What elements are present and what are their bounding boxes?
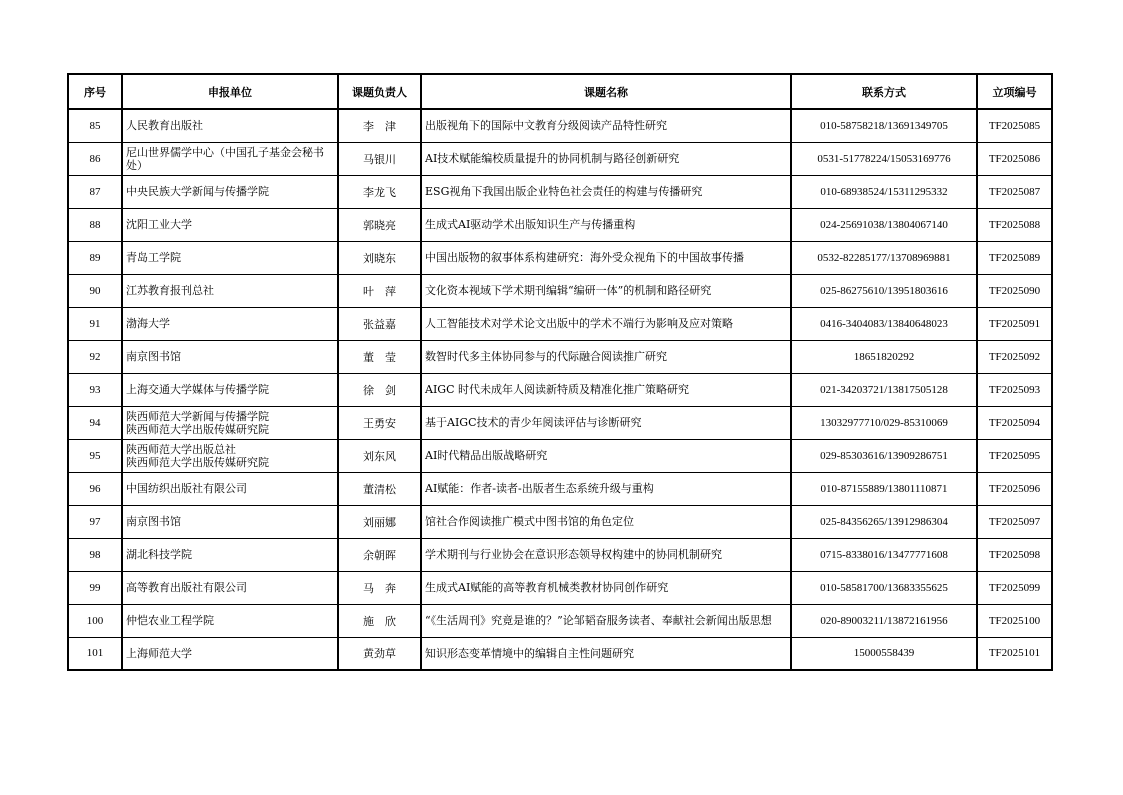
cell-lead: 黄劲草 (338, 637, 421, 670)
cell-contact: 15000558439 (791, 637, 977, 670)
project-table (67, 73, 1053, 671)
cell-no: 91 (68, 307, 122, 340)
cell-title: 人工智能技术对学术论文出版中的学术不端行为影响及应对策略 (421, 307, 791, 340)
cell-title: 中国出版物的叙事体系构建研究：海外受众视角下的中国故事传播 (421, 241, 791, 274)
cell-no: 94 (68, 406, 122, 439)
cell-contact: 13032977710/029-85310069 (791, 406, 977, 439)
cell-no: 92 (68, 340, 122, 373)
table-row (68, 109, 1052, 142)
cell-code: TF2025091 (977, 307, 1052, 340)
cell-unit: 人民教育出版社 (122, 109, 338, 142)
cell-no: 90 (68, 274, 122, 307)
cell-title: 出版视角下的国际中文教育分级阅读产品特性研究 (421, 109, 791, 142)
cell-lead: 李龙飞 (338, 175, 421, 208)
cell-title: AI赋能：作者-读者-出版者生态系统升级与重构 (421, 472, 791, 505)
cell-unit: 高等教育出版社有限公司 (122, 571, 338, 604)
cell-title: 数智时代多主体协同参与的代际融合阅读推广研究 (421, 340, 791, 373)
cell-code: TF2025098 (977, 538, 1052, 571)
cell-title: 生成式AI驱动学术出版知识生产与传播重构 (421, 208, 791, 241)
cell-code: TF2025089 (977, 241, 1052, 274)
cell-unit: 陕西师范大学出版总社 陕西师范大学出版传媒研究院 (122, 439, 338, 472)
table-body (68, 109, 1052, 670)
table-row (68, 439, 1052, 472)
cell-no: 86 (68, 142, 122, 175)
table-row (68, 472, 1052, 505)
cell-title: AI时代精品出版战略研究 (421, 439, 791, 472)
header-no: 序号 (68, 74, 122, 109)
cell-contact: 010-87155889/13801110871 (791, 472, 977, 505)
cell-contact: 0532-82285177/13708969881 (791, 241, 977, 274)
cell-code: TF2025090 (977, 274, 1052, 307)
table-row (68, 340, 1052, 373)
cell-unit: 中央民族大学新闻与传播学院 (122, 175, 338, 208)
cell-contact: 021-34203721/13817505128 (791, 373, 977, 406)
cell-lead: 刘东风 (338, 439, 421, 472)
cell-no: 101 (68, 637, 122, 670)
cell-code: TF2025100 (977, 604, 1052, 637)
cell-unit: 南京图书馆 (122, 340, 338, 373)
cell-no: 85 (68, 109, 122, 142)
cell-code: TF2025088 (977, 208, 1052, 241)
table-row (68, 406, 1052, 439)
cell-lead: 叶 萍 (338, 274, 421, 307)
cell-code: TF2025097 (977, 505, 1052, 538)
cell-no: 93 (68, 373, 122, 406)
cell-no: 96 (68, 472, 122, 505)
cell-title: ESG视角下我国出版企业特色社会责任的构建与传播研究 (421, 175, 791, 208)
cell-code: TF2025085 (977, 109, 1052, 142)
cell-title: 基于AIGC技术的青少年阅读评估与诊断研究 (421, 406, 791, 439)
cell-unit: 湖北科技学院 (122, 538, 338, 571)
header-unit: 申报单位 (122, 74, 338, 109)
table-row (68, 142, 1052, 175)
header-lead: 课题负责人 (338, 74, 421, 109)
cell-lead: 刘晓东 (338, 241, 421, 274)
cell-unit: 江苏教育报刊总社 (122, 274, 338, 307)
cell-unit: 南京图书馆 (122, 505, 338, 538)
cell-unit: 沈阳工业大学 (122, 208, 338, 241)
cell-lead: 施 欣 (338, 604, 421, 637)
cell-unit: 中国纺织出版社有限公司 (122, 472, 338, 505)
cell-contact: 025-84356265/13912986304 (791, 505, 977, 538)
cell-contact: 024-25691038/13804067140 (791, 208, 977, 241)
table-row (68, 604, 1052, 637)
table-row (68, 208, 1052, 241)
cell-lead: 董 莹 (338, 340, 421, 373)
cell-code: TF2025101 (977, 637, 1052, 670)
cell-lead: 李 津 (338, 109, 421, 142)
cell-contact: 0531-51778224/15053169776 (791, 142, 977, 175)
cell-lead: 董清松 (338, 472, 421, 505)
cell-lead: 马银川 (338, 142, 421, 175)
header-title: 课题名称 (421, 74, 791, 109)
cell-lead: 马 奔 (338, 571, 421, 604)
cell-title: “《生活周刊》究竟是谁的？”论邹韬奋服务读者、奉献社会新闻出版思想 (421, 604, 791, 637)
cell-contact: 029-85303616/13909286751 (791, 439, 977, 472)
table-row (68, 175, 1052, 208)
table-row (68, 241, 1052, 274)
cell-lead: 刘丽娜 (338, 505, 421, 538)
cell-contact: 020-89003211/13872161956 (791, 604, 977, 637)
cell-title: AIGC 时代未成年人阅读新特质及精准化推广策略研究 (421, 373, 791, 406)
cell-code: TF2025086 (977, 142, 1052, 175)
cell-lead: 余朝晖 (338, 538, 421, 571)
cell-no: 89 (68, 241, 122, 274)
cell-title: 文化资本视域下学术期刊编辑“编研一体”的机制和路径研究 (421, 274, 791, 307)
table-row (68, 538, 1052, 571)
cell-no: 100 (68, 604, 122, 637)
cell-code: TF2025095 (977, 439, 1052, 472)
table-row (68, 571, 1052, 604)
cell-lead: 王勇安 (338, 406, 421, 439)
cell-unit: 仲恺农业工程学院 (122, 604, 338, 637)
cell-code: TF2025093 (977, 373, 1052, 406)
table-row (68, 637, 1052, 670)
cell-no: 97 (68, 505, 122, 538)
cell-contact: 18651820292 (791, 340, 977, 373)
cell-unit: 渤海大学 (122, 307, 338, 340)
table-row (68, 274, 1052, 307)
cell-no: 95 (68, 439, 122, 472)
cell-title: AI技术赋能编校质量提升的协同机制与路径创新研究 (421, 142, 791, 175)
cell-unit: 尼山世界儒学中心（中国孔子基金会秘书处） (122, 142, 338, 175)
cell-lead: 郭晓亮 (338, 208, 421, 241)
cell-no: 87 (68, 175, 122, 208)
cell-contact: 0715-8338016/13477771608 (791, 538, 977, 571)
cell-no: 88 (68, 208, 122, 241)
cell-title: 知识形态变革情境中的编辑自主性问题研究 (421, 637, 791, 670)
cell-contact: 010-68938524/15311295332 (791, 175, 977, 208)
cell-lead: 徐 剑 (338, 373, 421, 406)
table-row (68, 373, 1052, 406)
cell-contact: 025-86275610/13951803616 (791, 274, 977, 307)
cell-code: TF2025099 (977, 571, 1052, 604)
cell-no: 98 (68, 538, 122, 571)
cell-unit: 上海师范大学 (122, 637, 338, 670)
cell-no: 99 (68, 571, 122, 604)
cell-unit: 青岛工学院 (122, 241, 338, 274)
cell-code: TF2025092 (977, 340, 1052, 373)
cell-code: TF2025094 (977, 406, 1052, 439)
cell-code: TF2025087 (977, 175, 1052, 208)
cell-title: 生成式AI赋能的高等教育机械类教材协同创作研究 (421, 571, 791, 604)
cell-title: 馆社合作阅读推广模式中图书馆的角色定位 (421, 505, 791, 538)
cell-title: 学术期刊与行业协会在意识形态领导权构建中的协同机制研究 (421, 538, 791, 571)
cell-lead: 张益嘉 (338, 307, 421, 340)
header-code: 立项编号 (977, 74, 1052, 109)
table-row (68, 505, 1052, 538)
cell-code: TF2025096 (977, 472, 1052, 505)
cell-contact: 0416-3404083/13840648023 (791, 307, 977, 340)
table-row (68, 307, 1052, 340)
header-contact: 联系方式 (791, 74, 977, 109)
cell-unit: 上海交通大学媒体与传播学院 (122, 373, 338, 406)
cell-contact: 010-58581700/13683355625 (791, 571, 977, 604)
header-row (68, 74, 1052, 109)
cell-contact: 010-58758218/13691349705 (791, 109, 977, 142)
cell-unit: 陕西师范大学新闻与传播学院 陕西师范大学出版传媒研究院 (122, 406, 338, 439)
